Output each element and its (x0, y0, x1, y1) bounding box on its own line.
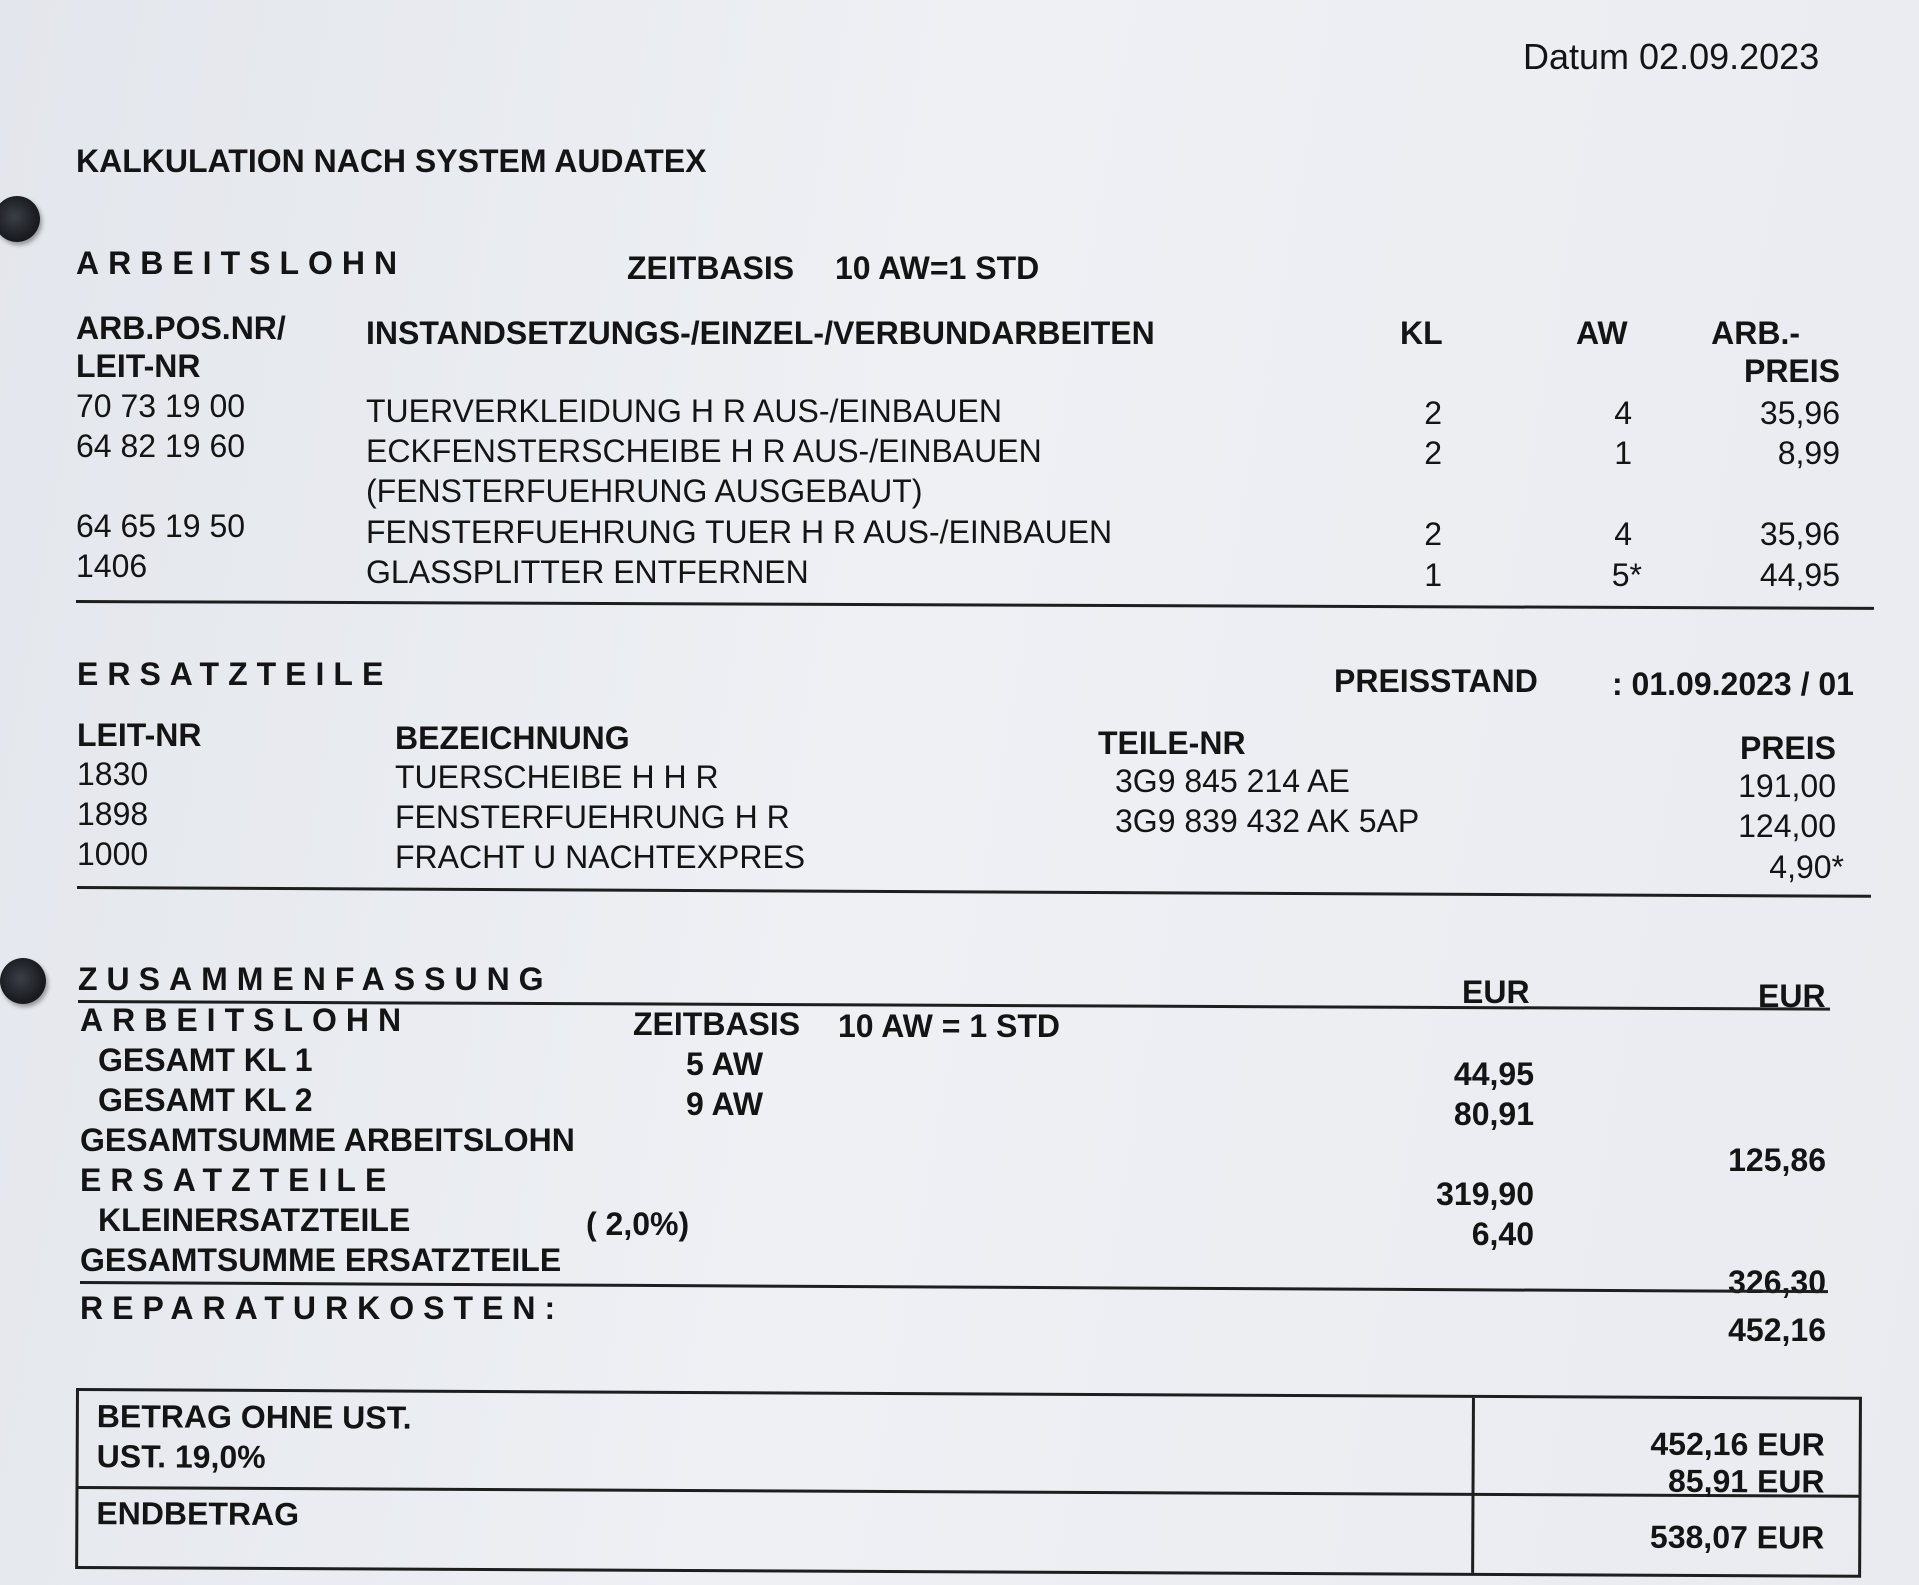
labor-zeitbasis-value: 10 AW=1 STD (835, 250, 1040, 286)
summary-heading: ZUSAMMENFASSUNG (78, 961, 553, 997)
summary-eur-header: EUR (1462, 974, 1530, 1010)
labor-col-kl: KL (1400, 315, 1443, 351)
labor-row-aw: 4 (1614, 395, 1632, 431)
parts-row-desc: FENSTERFUEHRUNG H R (395, 799, 790, 835)
totals-net-value: 452,16 EUR (1650, 1425, 1825, 1463)
summary-kl2-label: GESAMT KL 2 (98, 1082, 313, 1118)
labor-row-price: 35,96 (1759, 516, 1840, 552)
parts-heading: ERSATZTEILE (77, 656, 393, 692)
summary-eur-header: EUR (1758, 978, 1826, 1014)
parts-row-desc: TUERSCHEIBE H H R (395, 759, 719, 795)
labor-row-nr: 64 82 19 60 (76, 428, 246, 464)
labor-col-price: ARB.- (1711, 315, 1800, 351)
labor-row-aw: 1 (1614, 435, 1632, 471)
labor-row-desc: FENSTERFUEHRUNG TUER H R AUS-/EINBAUEN (366, 514, 1113, 550)
labor-row-kl: 2 (1424, 516, 1442, 552)
labor-row-desc: TUERVERKLEIDUNG H R AUS-/EINBAUEN (366, 393, 1002, 429)
parts-row-teilenr: 3G9 839 432 AK 5AP (1115, 803, 1420, 839)
labor-row-nr: 70 73 19 00 (76, 388, 246, 424)
labor-row-nr: 1406 (76, 548, 148, 584)
labor-row-desc: GLASSPLITTER ENTFERNEN (366, 554, 809, 590)
labor-row-nr: 64 65 19 50 (76, 508, 246, 544)
summary-labor-heading: ARBEITSLOHN (80, 1002, 411, 1038)
labor-heading: ARBEITSLOHN (76, 245, 407, 281)
labor-row-desc: ECKFENSTERSCHEIBE H R AUS-/EINBAUEN (366, 433, 1042, 469)
labor-row-kl: 2 (1424, 395, 1442, 431)
summary-kl1-label: GESAMT KL 1 (98, 1042, 313, 1078)
parts-col-leitnr: LEIT-NR (77, 717, 202, 753)
summary-zeitbasis-label: ZEITBASIS (633, 1006, 801, 1042)
document-title: KALKULATION NACH SYSTEM AUDATEX (76, 143, 707, 179)
summary-parts-heading: ERSATZTEILE (80, 1162, 396, 1198)
summary-labor-total: 125,86 (1728, 1142, 1826, 1178)
labor-row-aw: 5* (1611, 557, 1642, 593)
labor-row-aw: 4 (1614, 516, 1632, 552)
preisstand-label: PREISSTAND (1334, 663, 1538, 699)
summary-kl2-aw: 9 AW (686, 1086, 764, 1122)
totals-column-divider (1471, 1398, 1475, 1573)
totals-end-value: 538,07 EUR (1649, 1518, 1825, 1556)
summary-parts-total: 326,30 (1728, 1264, 1826, 1300)
totals-vat-value: 85,91 EUR (1667, 1462, 1825, 1500)
parts-row-price: 4,90* (1769, 849, 1844, 885)
parts-col-teilenr: TEILE-NR (1098, 725, 1246, 761)
parts-row-price: 124,00 (1738, 808, 1836, 844)
parts-row-nr: 1830 (77, 756, 149, 792)
summary-kl2-eur: 80,91 (1453, 1096, 1534, 1132)
totals-end-label: ENDBETRAG (96, 1495, 300, 1533)
labor-zeitbasis-label: ZEITBASIS (627, 250, 795, 286)
punch-hole (0, 958, 46, 1004)
labor-row-desc: (FENSTERFUEHRUNG AUSGEBAUT) (366, 473, 923, 509)
summary-klein-eur: 6,40 (1471, 1216, 1534, 1252)
summary-kl1-aw: 5 AW (686, 1046, 764, 1082)
divider (76, 600, 1874, 610)
summary-klein-pct: ( 2,0%) (586, 1206, 690, 1242)
summary-repair-total: 452,16 (1728, 1312, 1826, 1348)
labor-col-leitnr: LEIT-NR (76, 348, 201, 384)
summary-klein-label: KLEINERSATZTEILE (98, 1202, 411, 1238)
summary-labor-total-label: GESAMTSUMME ARBEITSLOHN (80, 1122, 575, 1158)
totals-net-label: BETRAG OHNE UST. (96, 1398, 412, 1436)
parts-row-teilenr: 3G9 845 214 AE (1115, 763, 1350, 799)
labor-row-kl: 2 (1424, 435, 1442, 471)
summary-repair-label: REPARATURKOSTEN: (80, 1290, 565, 1326)
punch-hole (0, 196, 40, 242)
parts-row-nr: 1898 (77, 796, 149, 832)
labor-col-posnr: ARB.POS.NR/ (76, 310, 286, 346)
labor-row-price: 44,95 (1759, 557, 1840, 593)
summary-kl1-eur: 44,95 (1453, 1056, 1534, 1092)
summary-parts-eur: 319,90 (1436, 1176, 1534, 1212)
totals-box (75, 1388, 1862, 1578)
parts-row-desc: FRACHT U NACHTEXPRES (395, 839, 806, 875)
labor-col-desc: INSTANDSETZUNGS-/EINZEL-/VERBUNDARBEITEN (366, 315, 1155, 351)
labor-row-kl: 1 (1424, 557, 1442, 593)
preisstand-value: : 01.09.2023 / 01 (1612, 666, 1854, 702)
totals-vat-label: UST. 19,0% (96, 1438, 266, 1475)
summary-zeitbasis-value: 10 AW = 1 STD (838, 1008, 1060, 1044)
labor-row-price: 8,99 (1777, 435, 1840, 471)
labor-col-aw: AW (1576, 315, 1628, 351)
labor-row-price: 35,96 (1759, 395, 1840, 431)
parts-row-nr: 1000 (77, 836, 149, 872)
labor-col-price: PREIS (1743, 353, 1840, 389)
parts-col-desc: BEZEICHNUNG (395, 720, 630, 756)
divider (77, 886, 1871, 898)
parts-col-price: PREIS (1739, 730, 1836, 766)
parts-row-price: 191,00 (1738, 768, 1836, 804)
document-date: Datum 02.09.2023 (1523, 36, 1820, 77)
summary-parts-total-label: GESAMTSUMME ERSATZTEILE (80, 1242, 562, 1278)
